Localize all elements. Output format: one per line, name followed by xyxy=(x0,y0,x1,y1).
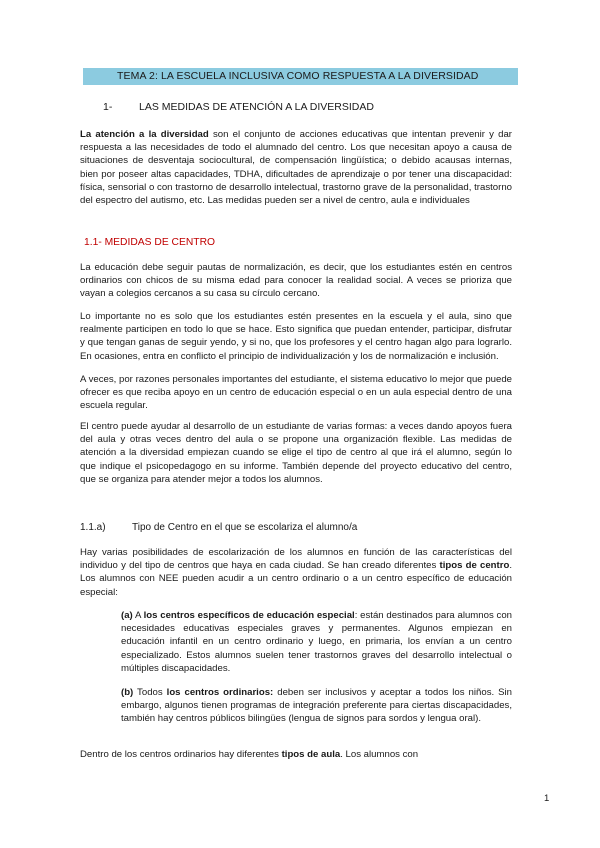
section-title: LAS MEDIDAS DE ATENCIÓN A LA DIVERSIDAD xyxy=(139,101,374,113)
intro-term: La atención a la diversidad xyxy=(80,129,209,140)
list-item: (b) Todos los centros ordinarios: deben ser inclusivos y aceptar a todos los niños. Sin embargo, algunos tienen programas de integración preferente para ciertas discapacidades, también hay centros públicos bilingües (lengua de signos para sordos y lengua oral). xyxy=(121,687,512,725)
paragraph: Hay varias posibilidades de escolarización de los alumnos en función de las características del individuo y del tipo de centros que haya en cada ciudad. Se han creado diferentes tipos de centro. Los alumnos con NEE pueden acudir a un centro ordinario o a un centro específico de educación especial: xyxy=(80,547,513,598)
list-label: (a) xyxy=(121,610,133,621)
sub-subsection-heading xyxy=(80,522,357,533)
bold-term: los centros ordinarios: xyxy=(166,687,274,698)
list-label: (b) xyxy=(121,687,134,698)
sub-subsection-title: Tipo de Centro en el que se escolariza el alumno/a xyxy=(132,522,358,533)
bold-term: los centros específicos de educación especial xyxy=(143,610,355,621)
bold-term: tipos de aula xyxy=(281,749,341,760)
paragraph: El centro puede ayudar al desarrollo de un estudiante de varias formas: a veces dando apoyos fuera del aula y otras veces dentro del aula o se propone una organización flexible. Las medidas de atención a la diversidad empiezan cuando se elige el tipo de centro al que irá el alumno, según lo que indique el psicopedagogo en su informe. También depende del proyecto educativo del centro, que se organiza para atender mejor a todos los alumnos. xyxy=(80,421,512,485)
bold-term: tipos de centro xyxy=(439,560,510,572)
topic-banner xyxy=(83,68,518,85)
topic-title: TEMA 2: LA ESCUELA INCLUSIVA COMO RESPUESTA A LA DIVERSIDAD xyxy=(117,70,479,82)
paragraph: Dentro de los centros ordinarios hay diferentes tipos de aula. Los alumnos con xyxy=(80,749,419,760)
page-number: 1 xyxy=(544,793,550,804)
section-heading xyxy=(103,101,374,113)
subsection-heading: 1.1- MEDIDAS DE CENTRO xyxy=(84,237,216,248)
intro-text: son el conjunto de acciones educativas que intentan prevenir y dar respuesta a las necesidades de todo el alumnado del centro. Los que necesitan apoyo a causa de situaciones de desventaja sociocultural, de compensación lingüística; o debido acausas internas, bien por poseer altas capacidades, TDHA, dificultades de aprendizaje o por tener una discapacidad: física, sensorial o con trastorno de desarrollo intelectual, trastorno grave de la personalidad, trastorno del espectro del autismo, etc. Las medidas pueden ser a nivel de centro, aula e individuales xyxy=(80,129,512,207)
sub-subsection-number: 1.1.a) xyxy=(80,522,106,533)
list-item: (a) A los centros específicos de educación especial: están destinados para alumnos con necesidades educativas especiales graves y permanentes. Algunos empiezan en educación infantil en un centro ordinario y luego, en primaria, los envían a un centro especializado. Estos alumnos suelen tener trastornos graves del desarrollo intelectual o múltiples discapacidades. xyxy=(121,610,512,674)
paragraph: A veces, por razones personales importantes del estudiante, el sistema educativo lo mejor que puede ofrecer es que reciba apoyo en un centro de educación especial o en un aula especial dentro de una escuela regular. xyxy=(80,374,512,412)
section-number: 1- xyxy=(103,101,113,113)
paragraph: Lo importante no es solo que los estudiantes estén presentes en la escuela y el aula, sino que realmente participen en todo lo que se hace. Esto significa que puedan entender, participar, disfrutar y que tengan ganas de seguir yendo, y si no, que los profesores y el centro hagan algo para lograrlo. En ocasiones, entra en conflicto el principio de individualización y los de normalización e inclusión. xyxy=(80,311,512,362)
paragraph: La educación debe seguir pautas de normalización, es decir, que los estudiantes estén en centros ordinarios con chicos de su misma edad para conocer la realidad social. A veces se prioriza que vayan a colegios cercanos a su casa su círculo cercano. xyxy=(80,262,512,300)
intro-paragraph xyxy=(80,128,512,207)
